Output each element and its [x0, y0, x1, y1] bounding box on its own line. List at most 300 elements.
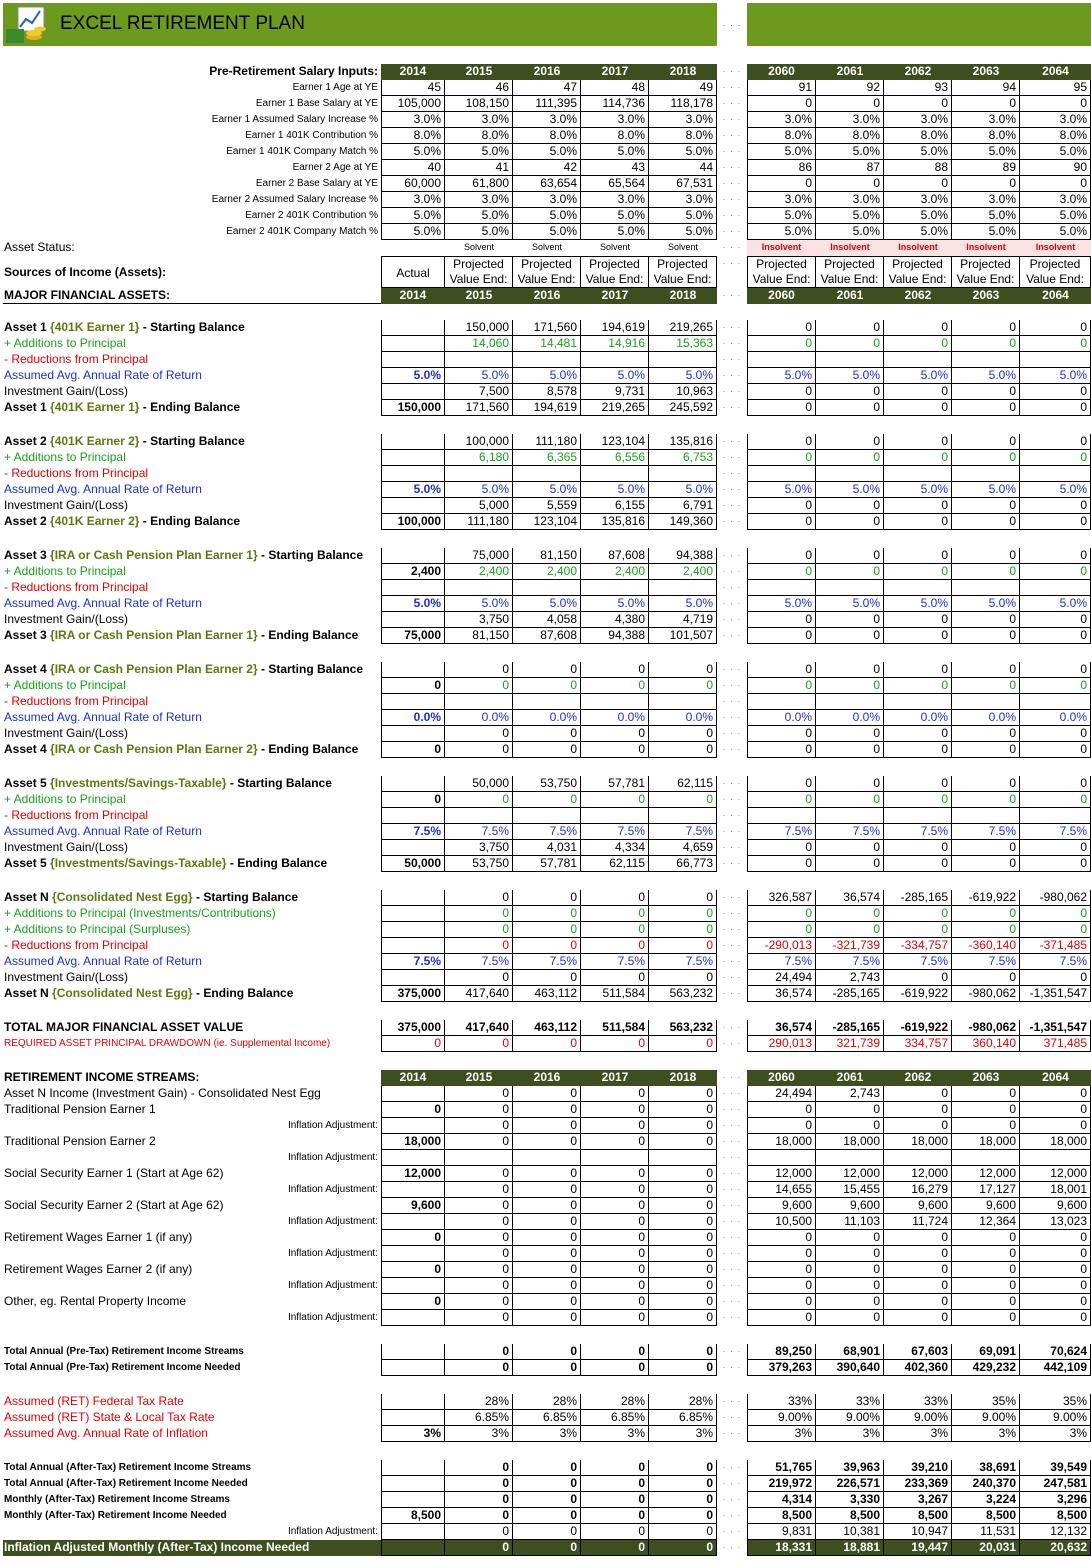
value-cell[interactable]: 14,060	[445, 336, 513, 352]
value-cell[interactable]: 417,640	[445, 1020, 513, 1036]
value-cell[interactable]: 90	[1020, 160, 1091, 176]
value-cell[interactable]: 5.0%	[649, 224, 717, 240]
value-cell[interactable]: 111,180	[445, 514, 513, 530]
value-cell[interactable]: 57,781	[581, 776, 649, 792]
value-cell[interactable]: 0	[445, 970, 513, 986]
value-cell[interactable]: 0	[649, 1310, 717, 1326]
value-cell[interactable]: 0	[952, 384, 1020, 400]
value-cell[interactable]: 149,360	[649, 514, 717, 530]
value-cell[interactable]: 0	[649, 1476, 717, 1492]
value-cell[interactable]: 7.5%	[649, 954, 717, 970]
value-cell[interactable]: 321,739	[816, 1036, 884, 1052]
value-cell[interactable]: 0	[445, 1214, 513, 1230]
value-cell[interactable]: 0	[816, 1102, 884, 1118]
value-cell[interactable]: 0	[816, 922, 884, 938]
value-cell[interactable]: 0	[513, 662, 581, 678]
value-cell[interactable]: 0	[747, 1294, 816, 1310]
value-cell[interactable]: 0	[952, 742, 1020, 758]
value-cell[interactable]: 0	[513, 938, 581, 954]
value-cell[interactable]: 24,494	[747, 1086, 816, 1102]
value-cell[interactable]: 371,485	[1020, 1036, 1091, 1052]
value-cell[interactable]: 0	[649, 1134, 717, 1150]
value-cell[interactable]: 0	[581, 1182, 649, 1198]
value-cell[interactable]: 3%	[952, 1426, 1020, 1442]
value-cell[interactable]	[381, 498, 445, 514]
value-cell[interactable]: 36,574	[747, 1020, 816, 1036]
value-cell[interactable]: 0	[445, 1118, 513, 1134]
value-cell[interactable]: 8.0%	[884, 128, 952, 144]
value-cell[interactable]: 0	[649, 970, 717, 986]
value-cell[interactable]: 5.0%	[816, 482, 884, 498]
value-cell[interactable]: 0	[952, 628, 1020, 644]
value-cell[interactable]: 14,481	[513, 336, 581, 352]
value-cell[interactable]: 35%	[1020, 1394, 1091, 1410]
value-cell[interactable]: 0.0%	[513, 710, 581, 726]
value-cell[interactable]	[952, 466, 1020, 482]
value-cell[interactable]: 0	[513, 1182, 581, 1198]
value-cell[interactable]	[381, 1214, 445, 1230]
value-cell[interactable]: 0	[952, 906, 1020, 922]
value-cell[interactable]: 563,232	[649, 986, 717, 1002]
value-cell[interactable]: 3.0%	[445, 192, 513, 208]
value-cell[interactable]: 0	[445, 726, 513, 742]
value-cell[interactable]	[445, 808, 513, 824]
value-cell[interactable]: 0	[649, 1182, 717, 1198]
value-cell[interactable]: 20,031	[952, 1540, 1020, 1556]
value-cell[interactable]: 9,600	[816, 1198, 884, 1214]
value-cell[interactable]: 0	[816, 434, 884, 450]
value-cell[interactable]	[884, 580, 952, 596]
value-cell[interactable]: 0	[1020, 906, 1091, 922]
value-cell[interactable]: 0	[513, 1166, 581, 1182]
value-cell[interactable]: 0	[649, 1508, 717, 1524]
value-cell[interactable]: 326,587	[747, 890, 816, 906]
value-cell[interactable]: 5.0%	[649, 596, 717, 612]
value-cell[interactable]: 0	[952, 176, 1020, 192]
value-cell[interactable]: 3%	[649, 1426, 717, 1442]
value-cell[interactable]: 3%	[445, 1426, 513, 1442]
value-cell[interactable]: 0	[445, 890, 513, 906]
value-cell[interactable]: 0	[747, 434, 816, 450]
value-cell[interactable]: 0	[747, 922, 816, 938]
value-cell[interactable]	[816, 808, 884, 824]
value-cell[interactable]: 0	[581, 792, 649, 808]
value-cell[interactable]: 0	[884, 498, 952, 514]
value-cell[interactable]	[381, 1086, 445, 1102]
value-cell[interactable]: 3.0%	[381, 192, 445, 208]
value-cell[interactable]: 9,600	[1020, 1198, 1091, 1214]
value-cell[interactable]: 70,624	[1020, 1344, 1091, 1360]
value-cell[interactable]	[445, 466, 513, 482]
value-cell[interactable]: 5.0%	[884, 596, 952, 612]
value-cell[interactable]: 101,507	[649, 628, 717, 644]
value-cell[interactable]: 3,750	[445, 612, 513, 628]
value-cell[interactable]: 123,104	[581, 434, 649, 450]
value-cell[interactable]: 6.85%	[513, 1410, 581, 1426]
value-cell[interactable]: 0	[884, 612, 952, 628]
value-cell[interactable]: 8,500	[381, 1508, 445, 1524]
value-cell[interactable]: 5.0%	[884, 144, 952, 160]
value-cell[interactable]: 0	[747, 662, 816, 678]
value-cell[interactable]: 0	[747, 776, 816, 792]
value-cell[interactable]: 0	[649, 1492, 717, 1508]
value-cell[interactable]	[884, 694, 952, 710]
value-cell[interactable]: 5.0%	[952, 368, 1020, 384]
value-cell[interactable]: 5.0%	[581, 368, 649, 384]
value-cell[interactable]: 9,831	[747, 1524, 816, 1540]
value-cell[interactable]	[381, 1476, 445, 1492]
value-cell[interactable]: 0	[747, 1310, 816, 1326]
value-cell[interactable]	[513, 694, 581, 710]
value-cell[interactable]: 88	[884, 160, 952, 176]
value-cell[interactable]: 0	[513, 1344, 581, 1360]
value-cell[interactable]: 15,455	[816, 1182, 884, 1198]
value-cell[interactable]: 53,750	[513, 776, 581, 792]
value-cell[interactable]: 0	[952, 1246, 1020, 1262]
value-cell[interactable]: 0	[816, 1118, 884, 1134]
value-cell[interactable]: 0	[1020, 970, 1091, 986]
value-cell[interactable]: 5.0%	[381, 208, 445, 224]
value-cell[interactable]	[952, 808, 1020, 824]
value-cell[interactable]	[381, 922, 445, 938]
value-cell[interactable]: 0	[952, 548, 1020, 564]
value-cell[interactable]: 417,640	[445, 986, 513, 1002]
value-cell[interactable]: 2,400	[513, 564, 581, 580]
value-cell[interactable]: 0	[445, 678, 513, 694]
value-cell[interactable]: 563,232	[649, 1020, 717, 1036]
value-cell[interactable]: 0	[649, 1086, 717, 1102]
value-cell[interactable]: 0	[747, 564, 816, 580]
value-cell[interactable]: 94,388	[649, 548, 717, 564]
value-cell[interactable]: 0	[513, 678, 581, 694]
value-cell[interactable]: 8.0%	[445, 128, 513, 144]
value-cell[interactable]: 0	[747, 1102, 816, 1118]
value-cell[interactable]	[381, 1150, 445, 1166]
value-cell[interactable]: 0	[445, 938, 513, 954]
value-cell[interactable]: 0	[747, 176, 816, 192]
value-cell[interactable]: 402,360	[884, 1360, 952, 1376]
value-cell[interactable]: -1,351,547	[1020, 986, 1091, 1002]
value-cell[interactable]: -334,757	[884, 938, 952, 954]
value-cell[interactable]: 5.0%	[952, 208, 1020, 224]
value-cell[interactable]: 0	[884, 1102, 952, 1118]
value-cell[interactable]	[381, 662, 445, 678]
value-cell[interactable]: 65,564	[581, 176, 649, 192]
value-cell[interactable]	[381, 840, 445, 856]
value-cell[interactable]: 60,000	[381, 176, 445, 192]
value-cell[interactable]: 48	[581, 80, 649, 96]
value-cell[interactable]: 0	[816, 726, 884, 742]
value-cell[interactable]: 17,127	[952, 1182, 1020, 1198]
value-cell[interactable]: 94	[952, 80, 1020, 96]
value-cell[interactable]: 7.5%	[381, 954, 445, 970]
value-cell[interactable]: 6,155	[581, 498, 649, 514]
value-cell[interactable]: 7.5%	[884, 824, 952, 840]
value-cell[interactable]	[884, 466, 952, 482]
value-cell[interactable]: 2,743	[816, 1086, 884, 1102]
value-cell[interactable]: 219,972	[747, 1476, 816, 1492]
value-cell[interactable]: 0	[747, 96, 816, 112]
value-cell[interactable]: 0	[513, 1278, 581, 1294]
value-cell[interactable]: 0	[884, 970, 952, 986]
value-cell[interactable]	[381, 612, 445, 628]
value-cell[interactable]: 0	[445, 1344, 513, 1360]
value-cell[interactable]: 51,765	[747, 1460, 816, 1476]
value-cell[interactable]: 36,574	[747, 986, 816, 1002]
value-cell[interactable]	[1020, 352, 1091, 368]
value-cell[interactable]: 118,178	[649, 96, 717, 112]
value-cell[interactable]: 0	[816, 742, 884, 758]
value-cell[interactable]: 4,659	[649, 840, 717, 856]
value-cell[interactable]: 9.00%	[952, 1410, 1020, 1426]
value-cell[interactable]: 12,000	[884, 1166, 952, 1182]
value-cell[interactable]: 0	[513, 1294, 581, 1310]
value-cell[interactable]: -290,013	[747, 938, 816, 954]
value-cell[interactable]: 13,023	[1020, 1214, 1091, 1230]
value-cell[interactable]: 0	[884, 450, 952, 466]
value-cell[interactable]: 135,816	[581, 514, 649, 530]
value-cell[interactable]: 0	[884, 742, 952, 758]
value-cell[interactable]: 8,500	[952, 1508, 1020, 1524]
value-cell[interactable]: 0	[1020, 1102, 1091, 1118]
value-cell[interactable]: 0	[581, 906, 649, 922]
value-cell[interactable]	[747, 808, 816, 824]
value-cell[interactable]: 0	[513, 1460, 581, 1476]
value-cell[interactable]: 89	[952, 160, 1020, 176]
value-cell[interactable]: 3.0%	[649, 192, 717, 208]
value-cell[interactable]: 0	[952, 678, 1020, 694]
value-cell[interactable]	[381, 890, 445, 906]
value-cell[interactable]: 0	[1020, 176, 1091, 192]
value-cell[interactable]: 5.0%	[513, 482, 581, 498]
value-cell[interactable]: 86	[747, 160, 816, 176]
value-cell[interactable]: 3.0%	[1020, 192, 1091, 208]
value-cell[interactable]: 0	[513, 1118, 581, 1134]
value-cell[interactable]: 8,500	[884, 1508, 952, 1524]
value-cell[interactable]: 0	[381, 1102, 445, 1118]
value-cell[interactable]	[381, 1344, 445, 1360]
value-cell[interactable]: 0	[884, 628, 952, 644]
value-cell[interactable]: 0	[445, 1262, 513, 1278]
value-cell[interactable]: 0	[816, 856, 884, 872]
value-cell[interactable]	[581, 808, 649, 824]
value-cell[interactable]	[381, 1118, 445, 1134]
value-cell[interactable]: 5.0%	[581, 224, 649, 240]
value-cell[interactable]	[884, 808, 952, 824]
value-cell[interactable]: 360,140	[952, 1036, 1020, 1052]
value-cell[interactable]: 3.0%	[1020, 112, 1091, 128]
value-cell[interactable]: 19,447	[884, 1540, 952, 1556]
value-cell[interactable]: 0	[1020, 1262, 1091, 1278]
value-cell[interactable]: 49	[649, 80, 717, 96]
value-cell[interactable]: 3.0%	[747, 192, 816, 208]
value-cell[interactable]: 28%	[513, 1394, 581, 1410]
value-cell[interactable]: 75,000	[445, 548, 513, 564]
value-cell[interactable]: 69,091	[952, 1344, 1020, 1360]
value-cell[interactable]: 67,531	[649, 176, 717, 192]
value-cell[interactable]: 5.0%	[381, 144, 445, 160]
value-cell[interactable]: 0	[1020, 1230, 1091, 1246]
value-cell[interactable]: 3%	[884, 1426, 952, 1442]
value-cell[interactable]: 0	[1020, 856, 1091, 872]
value-cell[interactable]: 0	[381, 1036, 445, 1052]
value-cell[interactable]: 0	[816, 1246, 884, 1262]
value-cell[interactable]	[581, 466, 649, 482]
value-cell[interactable]: 0	[1020, 628, 1091, 644]
value-cell[interactable]: 0	[884, 1118, 952, 1134]
value-cell[interactable]: 0	[747, 336, 816, 352]
value-cell[interactable]: 0	[445, 792, 513, 808]
value-cell[interactable]: 9.00%	[1020, 1410, 1091, 1426]
value-cell[interactable]: 0	[1020, 548, 1091, 564]
value-cell[interactable]: 0	[747, 1262, 816, 1278]
value-cell[interactable]: 36,574	[816, 890, 884, 906]
value-cell[interactable]: 0	[747, 1246, 816, 1262]
value-cell[interactable]: 5.0%	[747, 482, 816, 498]
value-cell[interactable]: 5.0%	[1020, 482, 1091, 498]
value-cell[interactable]	[381, 1310, 445, 1326]
value-cell[interactable]: 9.00%	[747, 1410, 816, 1426]
value-cell[interactable]	[884, 352, 952, 368]
value-cell[interactable]: 50,000	[445, 776, 513, 792]
value-cell[interactable]: 10,381	[816, 1524, 884, 1540]
value-cell[interactable]: 0.0%	[747, 710, 816, 726]
value-cell[interactable]: 0	[952, 450, 1020, 466]
value-cell[interactable]: 5.0%	[381, 368, 445, 384]
value-cell[interactable]: 0	[952, 776, 1020, 792]
value-cell[interactable]: 0	[513, 922, 581, 938]
value-cell[interactable]: 0	[513, 1524, 581, 1540]
value-cell[interactable]: 0.0%	[1020, 710, 1091, 726]
value-cell[interactable]	[381, 1460, 445, 1476]
value-cell[interactable]: 3.0%	[581, 112, 649, 128]
value-cell[interactable]: 81,150	[513, 548, 581, 564]
value-cell[interactable]: 0	[513, 792, 581, 808]
value-cell[interactable]: 171,560	[445, 400, 513, 416]
value-cell[interactable]: 0	[513, 1492, 581, 1508]
value-cell[interactable]: 6,556	[581, 450, 649, 466]
value-cell[interactable]: 3.0%	[513, 112, 581, 128]
value-cell[interactable]	[581, 352, 649, 368]
value-cell[interactable]: 0.0%	[581, 710, 649, 726]
value-cell[interactable]: 7.5%	[816, 954, 884, 970]
value-cell[interactable]: 0	[884, 434, 952, 450]
value-cell[interactable]: 33%	[747, 1394, 816, 1410]
value-cell[interactable]: 0	[816, 400, 884, 416]
value-cell[interactable]: 0	[649, 662, 717, 678]
value-cell[interactable]	[381, 1492, 445, 1508]
value-cell[interactable]: 171,560	[513, 320, 581, 336]
value-cell[interactable]: 105,000	[381, 96, 445, 112]
value-cell[interactable]: 3.0%	[952, 192, 1020, 208]
value-cell[interactable]: 7.5%	[952, 954, 1020, 970]
value-cell[interactable]: 0.0%	[884, 710, 952, 726]
value-cell[interactable]: 8.0%	[816, 128, 884, 144]
value-cell[interactable]: 0	[649, 1198, 717, 1214]
value-cell[interactable]: 0	[581, 1118, 649, 1134]
value-cell[interactable]: 10,500	[747, 1214, 816, 1230]
value-cell[interactable]: 0	[816, 662, 884, 678]
value-cell[interactable]: 0	[581, 1198, 649, 1214]
value-cell[interactable]: 0	[952, 1118, 1020, 1134]
value-cell[interactable]: 35%	[952, 1394, 1020, 1410]
value-cell[interactable]: 5.0%	[747, 596, 816, 612]
value-cell[interactable]: 92	[816, 80, 884, 96]
value-cell[interactable]: 0	[649, 1344, 717, 1360]
value-cell[interactable]: 0	[952, 514, 1020, 530]
value-cell[interactable]: 0	[747, 840, 816, 856]
value-cell[interactable]: 219,265	[649, 320, 717, 336]
value-cell[interactable]: 0	[581, 1102, 649, 1118]
value-cell[interactable]: 5.0%	[1020, 368, 1091, 384]
value-cell[interactable]: 0	[581, 1344, 649, 1360]
value-cell[interactable]: 0	[445, 1508, 513, 1524]
value-cell[interactable]: 0	[1020, 400, 1091, 416]
value-cell[interactable]: 0	[747, 742, 816, 758]
value-cell[interactable]	[381, 938, 445, 954]
value-cell[interactable]	[1020, 808, 1091, 824]
value-cell[interactable]: 5.0%	[513, 208, 581, 224]
value-cell[interactable]: 7.5%	[381, 824, 445, 840]
value-cell[interactable]: 3%	[747, 1426, 816, 1442]
value-cell[interactable]: 0	[649, 1118, 717, 1134]
value-cell[interactable]: 135,816	[649, 434, 717, 450]
value-cell[interactable]	[381, 1540, 445, 1556]
value-cell[interactable]: 0	[884, 1246, 952, 1262]
value-cell[interactable]: 0	[816, 840, 884, 856]
value-cell[interactable]	[381, 1410, 445, 1426]
value-cell[interactable]: 3.0%	[581, 192, 649, 208]
value-cell[interactable]: 0	[581, 1460, 649, 1476]
value-cell[interactable]: 9,731	[581, 384, 649, 400]
value-cell[interactable]: 0	[952, 400, 1020, 416]
value-cell[interactable]: 429,232	[952, 1360, 1020, 1376]
value-cell[interactable]: 20,632	[1020, 1540, 1091, 1556]
value-cell[interactable]: 0	[747, 906, 816, 922]
value-cell[interactable]: 0	[649, 890, 717, 906]
value-cell[interactable]: 5.0%	[445, 596, 513, 612]
value-cell[interactable]: 3.0%	[445, 112, 513, 128]
value-cell[interactable]: 6.85%	[649, 1410, 717, 1426]
value-cell[interactable]: 0	[884, 336, 952, 352]
value-cell[interactable]: 0	[884, 922, 952, 938]
value-cell[interactable]	[581, 694, 649, 710]
value-cell[interactable]: 0	[884, 856, 952, 872]
value-cell[interactable]: 5.0%	[1020, 144, 1091, 160]
value-cell[interactable]: 7.5%	[581, 954, 649, 970]
value-cell[interactable]: 0	[581, 970, 649, 986]
value-cell[interactable]: 10,963	[649, 384, 717, 400]
value-cell[interactable]: 0	[581, 1360, 649, 1376]
value-cell[interactable]: 5.0%	[513, 368, 581, 384]
value-cell[interactable]: 12,000	[381, 1166, 445, 1182]
value-cell[interactable]: 0	[884, 1230, 952, 1246]
value-cell[interactable]: 0	[952, 726, 1020, 742]
value-cell[interactable]: 11,103	[816, 1214, 884, 1230]
value-cell[interactable]: 0	[1020, 498, 1091, 514]
value-cell[interactable]: 5.0%	[1020, 596, 1091, 612]
value-cell[interactable]: 9,600	[381, 1198, 445, 1214]
value-cell[interactable]: 0	[952, 1086, 1020, 1102]
value-cell[interactable]: 0	[884, 662, 952, 678]
value-cell[interactable]: 5.0%	[1020, 208, 1091, 224]
value-cell[interactable]: 5.0%	[445, 208, 513, 224]
value-cell[interactable]: 6,180	[445, 450, 513, 466]
value-cell[interactable]: 5.0%	[816, 368, 884, 384]
value-cell[interactable]: 0	[747, 792, 816, 808]
value-cell[interactable]: 0	[816, 564, 884, 580]
value-cell[interactable]: -619,922	[884, 1020, 952, 1036]
